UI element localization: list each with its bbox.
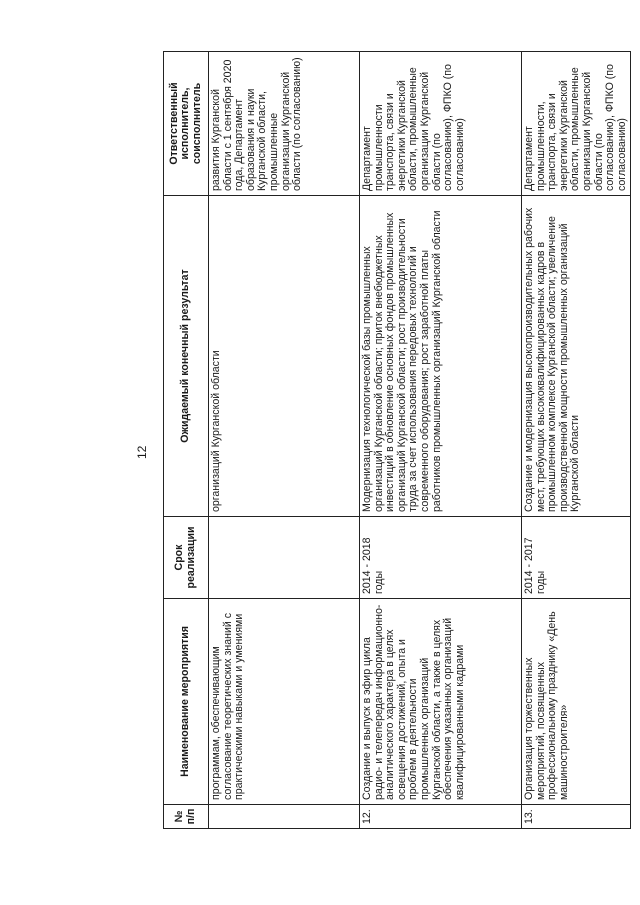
responsible: Департамент промышленности, транспорта, связи и энергетики Курганской области, промышленные организации Курганской области (по согласованию), ФПКО (по согласованию) <box>522 52 631 196</box>
header-expected-result: Ожидаемый конечный результат <box>164 196 209 517</box>
header-responsible: Ответственный исполнитель, соисполнитель <box>164 52 209 196</box>
row-number <box>209 805 360 829</box>
row-number: 13. <box>522 805 631 829</box>
table-row <box>522 52 631 829</box>
term: 2014 - 2018 годы <box>360 517 522 599</box>
term <box>209 517 360 599</box>
responsible: Департамент промышленности транспорта, связи и энергетики Курганской области, промышленные организации Курганской области (по согласованию), ФПКО (по согласованию) <box>360 52 522 196</box>
term: 2014 - 2017 годы <box>522 517 631 599</box>
expected-result: Модернизация технологической базы промышленных организаций Курганской области; приток внебюджетных инвестиций в обновление основных фондов промышленных организаций Курганской области; рост производительности труда за счет использования передовых технологий и современного оборудования; рост заработной платы работников промышленных организаций Курганской области <box>360 196 522 517</box>
page-number: 12 <box>135 445 149 459</box>
measures-table <box>163 51 631 829</box>
header-measure-name: Наименование мероприятия <box>164 599 209 805</box>
header-number: № п/п <box>164 805 209 829</box>
row-number: 12. <box>360 805 522 829</box>
header-term: Срок реализации <box>164 517 209 599</box>
expected-result: организаций Курганской области <box>209 196 360 517</box>
measure-name: программам, обеспечивающим согласование теоретических знаний с практическими навыками и умениями <box>209 599 360 805</box>
measure-name: Создание и выпуск в эфир цикла радио- и телепередач информационно-аналитического характера в целях освещения достижений, опыта и проблем в деятельности промышленных организаций Курганской области, а также в целях обеспечения указанных организаций квалифицированными кадрами <box>360 599 522 805</box>
rotated-page-content <box>115 52 628 829</box>
table-row <box>360 52 522 829</box>
expected-result: Создание и модернизация высокопроизводительных рабочих мест, требующих высококвалифицированных кадров в промышленном комплексе Курганской области; увеличение производственной мощности промышленных организаций Курганской области <box>522 196 631 517</box>
table-header-row <box>164 52 209 829</box>
table-row <box>209 52 360 829</box>
responsible: развития Курганской области с 1 сентября 2020 года, Департамент образования и науки Курганской области, промышленные организации Курганской области (по согласованию) <box>209 52 360 196</box>
measure-name: Организация торжественных мероприятий, посвященных профессиональному празднику «День машиностроителя» <box>522 599 631 805</box>
